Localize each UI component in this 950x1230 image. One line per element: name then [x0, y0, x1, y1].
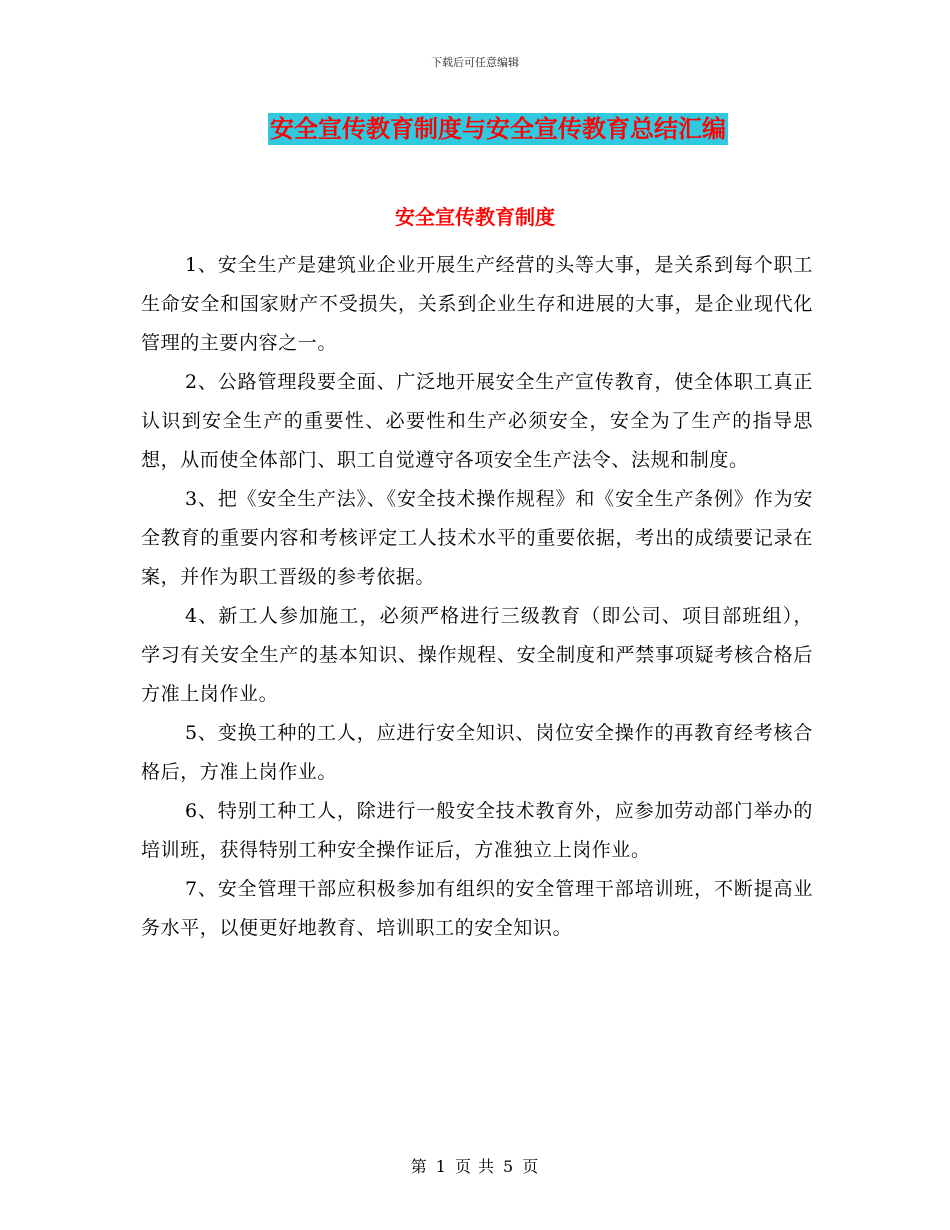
document-body [141, 246, 813, 948]
document-title: 安全宣传教育制度与安全宣传教育总结汇编 [270, 115, 726, 143]
footer-total-pages: 5 [503, 1157, 515, 1176]
header-note: 下载后可任意编辑 [431, 56, 519, 69]
document-title-container [0, 113, 950, 145]
footer-suffix: 页 [522, 1157, 540, 1176]
paragraph-2: 2、公路管理段要全面、广泛地开展安全生产宣传教育，使全体职工真正认识到安全生产的重要性、必要性和生产必须安全，安全为了生产的指导思想，从而使全体部门、职工自觉遵守各项安全生产法令、法规和制度。 [141, 371, 813, 471]
footer-page-number: 1 [435, 1157, 447, 1176]
paragraph-4: 4、新工人参加施工，必须严格进行三级教育（即公司、项目部班组），学习有关安全生产的基本知识、操作规程、安全制度和严禁事项疑考核合格后方准上岗作业。 [141, 605, 813, 705]
section-title: 安全宣传教育制度 [395, 205, 555, 229]
paragraph-3: 3、把《安全生产法》、《安全技术操作规程》和《安全生产条例》作为安全教育的重要内容和考核评定工人技术水平的重要依据，考出的成绩要记录在案，并作为职工晋级的参考依据。 [141, 488, 813, 588]
paragraph-5: 5、变换工种的工人，应进行安全知识、岗位安全操作的再教育经考核合格后，方准上岗作业。 [141, 722, 813, 783]
page-footer [0, 1154, 950, 1177]
paragraph-7: 7、安全管理干部应积极参加有组织的安全管理干部培训班，不断提高业务水平，以便更好地教育、培训职工的安全知识。 [141, 878, 813, 939]
paragraph-1: 1、安全生产是建筑业企业开展生产经营的头等大事，是关系到每个职工生命安全和国家财产不受损失，关系到企业生存和进展的大事，是企业现代化管理的主要内容之一。 [141, 254, 813, 354]
footer-middle: 页 共 [454, 1157, 496, 1176]
paragraph-6: 6、特别工种工人，除进行一般安全技术教育外，应参加劳动部门举办的培训班，获得特别工种安全操作证后，方准独立上岗作业。 [141, 800, 813, 861]
footer-prefix: 第 [410, 1157, 428, 1176]
